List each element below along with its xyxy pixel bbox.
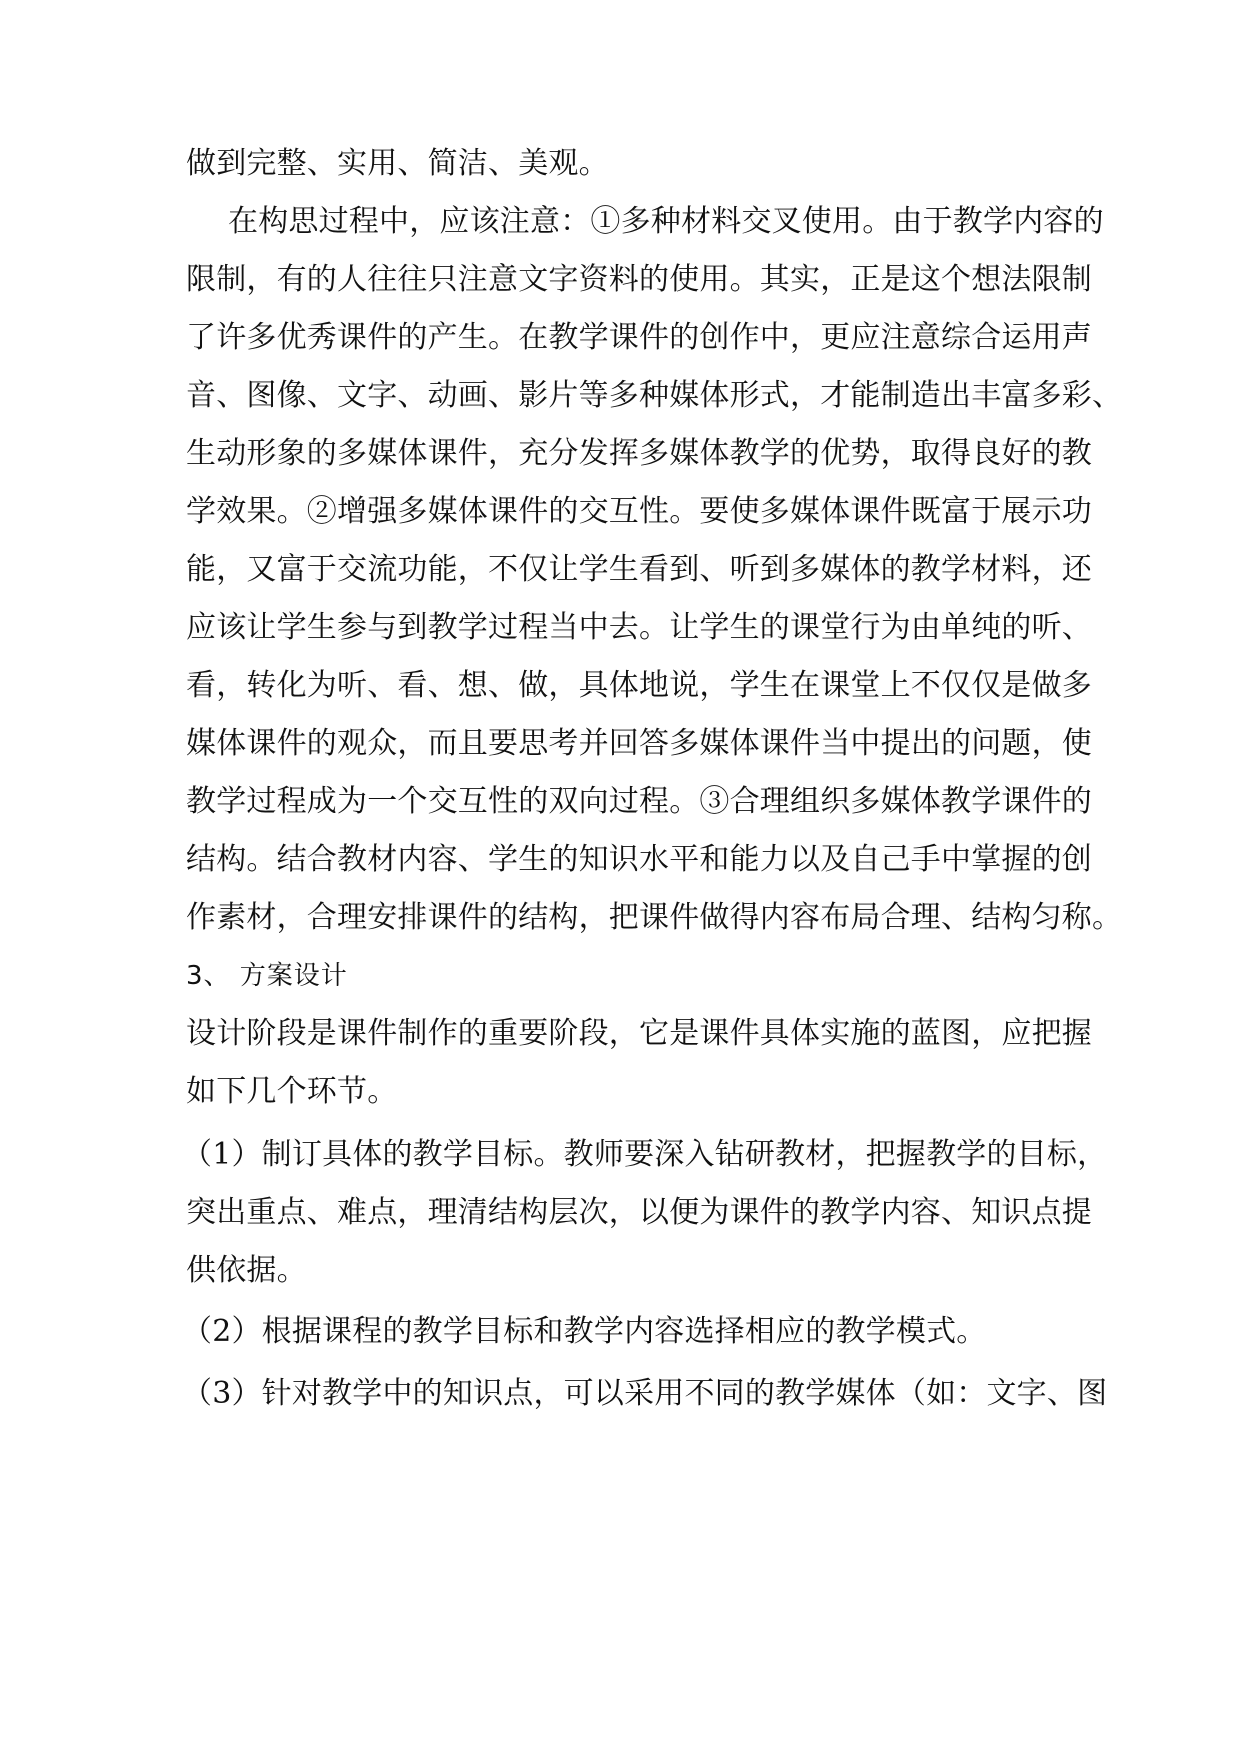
paragraph-line-2: 在构思过程中，应该注意：①多种材料交叉使用。由于教学内容的 — [228, 204, 1104, 239]
list-item-3-line-1: （3）针对教学中的知识点，可以采用不同的教学媒体（如：文字、图 — [182, 1376, 1108, 1411]
paragraph-line-4: 了许多优秀课件的产生。在教学课件的创作中，更应注意综合运用声 — [186, 320, 1092, 355]
paragraph-line-14: 作素材，合理安排课件的结构，把课件做得内容布局合理、结构匀称。 — [186, 900, 1123, 935]
list-item-1-line-1: （1）制订具体的教学目标。教师要深入钻研教材，把握教学的目标， — [182, 1137, 1108, 1172]
paragraph-line-9: 应该让学生参与到教学过程当中去。让学生的课堂行为由单纯的听、 — [186, 610, 1092, 645]
paragraph-line-7: 学效果。②增强多媒体课件的交互性。要使多媒体课件既富于展示功 — [186, 494, 1092, 529]
paragraph-line-3: 限制，有的人往往只注意文字资料的使用。其实，正是这个想法限制 — [186, 262, 1092, 297]
paragraph-line-1: 做到完整、实用、简洁、美观。 — [186, 146, 609, 181]
paragraph-line-16: 设计阶段是课件制作的重要阶段，它是课件具体实施的蓝图，应把握 — [186, 1016, 1092, 1051]
list-item-1-line-2: 突出重点、难点，理清结构层次，以便为课件的教学内容、知识点提 — [186, 1195, 1092, 1230]
paragraph-line-12: 教学过程成为一个交互性的双向过程。③合理组织多媒体教学课件的 — [186, 784, 1092, 819]
paragraph-line-10: 看，转化为听、看、想、做，具体地说，学生在课堂上不仅仅是做多 — [186, 668, 1092, 703]
section-heading: 3、 方案设计 — [186, 961, 348, 991]
paragraph-line-5: 音、图像、文字、动画、影片等多种媒体形式，才能制造出丰富多彩、 — [186, 378, 1123, 413]
paragraph-line-17: 如下几个环节。 — [186, 1074, 398, 1109]
list-item-1-line-3: 供依据。 — [186, 1253, 307, 1288]
list-item-2: （2）根据课程的教学目标和教学内容选择相应的教学模式。 — [182, 1314, 987, 1349]
paragraph-line-8: 能，又富于交流功能，不仅让学生看到、听到多媒体的教学材料，还 — [186, 552, 1092, 587]
paragraph-line-13: 结构。结合教材内容、学生的知识水平和能力以及自己手中掌握的创 — [186, 842, 1092, 877]
paragraph-line-11: 媒体课件的观众，而且要思考并回答多媒体课件当中提出的问题，使 — [186, 726, 1092, 761]
paragraph-line-6: 生动形象的多媒体课件，充分发挥多媒体教学的优势，取得良好的教 — [186, 436, 1092, 471]
